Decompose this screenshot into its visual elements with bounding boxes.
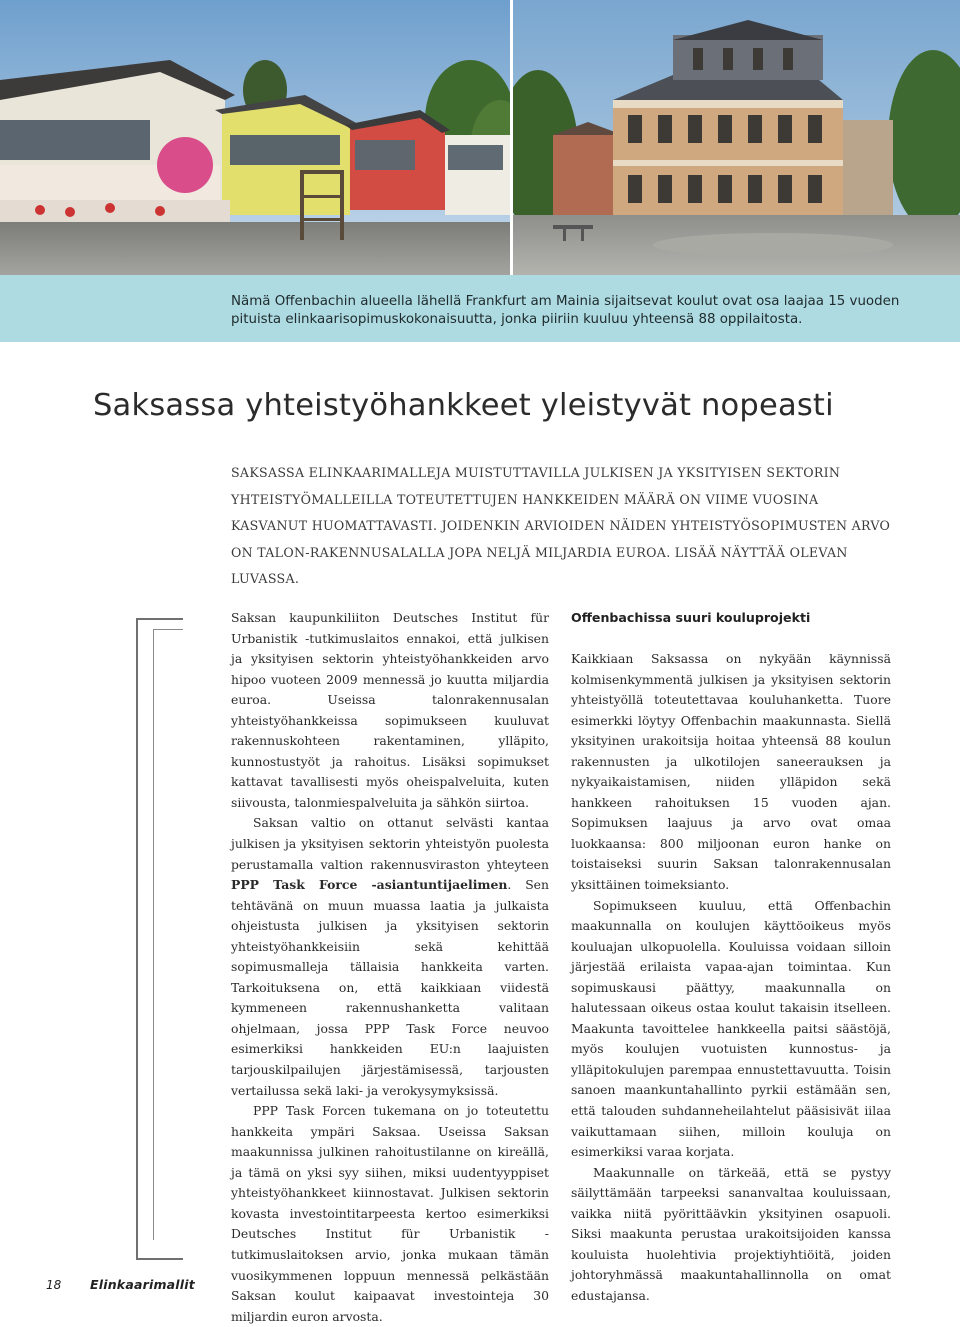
right-paragraph-2: Sopimukseen kuuluu, että Offenbachin maakunnalla on koulujen käyttöoikeus myös kouluajan ulkopuolella. Kouluissa voidaan silloin järjestää erilaista vapaa-ajan toimintaa. Kun sopimuskausi päättyy, maakunnalla on halutessaan oikeus ostaa koulut takaisin itselleen. Maakunta tavoittelee hankkeella paitsi säästöjä, myös koulujen vuotuisten kunnostus- ja ylläpitokulujen parempaa ennustettavuutta. Toisin sanoen maankuntahallinto pyrkii estämään sen, että talouden suhdanneheilahtelut pääsisivät iilaa vaikuttamaan siihen, milloin kouluja on esimerkiksi varaa korjata.	[571, 897, 891, 1160]
page-number: 18	[46, 1278, 62, 1292]
right-column	[571, 608, 891, 1307]
article-headline: Saksassa yhteistyöhankkeet yleistyvät nopeasti	[93, 388, 834, 423]
left-paragraph-1: Saksan kaupunkiliiton Deutsches Institut für Urbanistik -tutkimuslaitos ennakoi, että julkisen ja yksityisen sektorin yhteistyöhankkeiden arvo hipoo vuoteen 2009 mennessä jo kuutta miljardia euroa. Useissa talonrakennusalan yhteistyöhankkeissa sopimukseen kuuluvat rakennuskohteen rakentaminen, ylläpito, kunnostustyöt ja rahoitus. Lisäksi sopimukset kattavat tavallisesti myös oheispalveluita, kuten siivousta, talonmiespalveluita ja sähkön siirtoa.	[231, 610, 549, 810]
photo-caption: Nämä Offenbachin alueella lähellä Frankfurt am Mainia sijaitsevat koulut ovat osa laajaa 15 vuoden pituista elinkaarisopimuskokonaisuutta, jonka piiriin kuuluu yhteensä 88 oppilaitosta.	[231, 294, 900, 327]
left-paragraph-3: PPP Task Forcen tukemana on jo toteutettu hankkeita ympäri Saksaa. Useissa Saksan maakunnissa julkinen rahoitustilanne on kireällä, ja tämä on yksi syy siihen, miksi uudentyyppiset yhteistyöhankkeet kiinnostavat. Julkisen sektorin kovasta investointitarpeesta kertoo esimerkiksi Deutsches Institut für Urbanistik -tutkimuslaitoksen arvio, jonka mukaan tämän vuosikymmenen loppuun mennessä pelkästään Saksan koulut kaipaavat investointeja 30 miljardin euron arvosta.	[231, 1103, 549, 1324]
article-lead: SAKSASSA ELINKAARIMALLEJA MUISTUTTAVILLA JULKISEN JA YKSITYISEN SEKTORIN YHTEISTYÖMALLEILLA TOTEUTETTUJEN HANKKEIDEN MÄÄRÄ ON VIIME VUOSINA KASVANUT HUOMATTAVASTI. JOIDENKIN ARVIOIDEN NÄIDEN YHTEISTYÖSOPIMUSTEN ARVO ON TALON-RAKENNUSALALLA JOPA NELJÄ MILJARDIA EUROA. LISÄÄ NÄYTTÄÄ OLEVAN LUVASSA.	[231, 465, 891, 586]
publication-name: Elinkaarimallit	[90, 1277, 195, 1292]
ppp-task-force-emphasis: PPP Task Force -asiantuntijaelimen	[231, 877, 508, 893]
school-buildings-photo-right	[513, 0, 960, 275]
right-paragraph-3: Maakunnalle on tärkeää, että se pystyy säilyttämään tarpeeksi sananvaltaa kouluissaan, vaikka niitä pyörittäävkin yksityinen osapuoli. Siksi maakunta perustaa urakoitsijoiden kanssa kouluista huolehtivia projektiyhtiöitä, joiden johtoryhmässä maakuntahallinnolla on omat edustajansa.	[571, 1164, 891, 1303]
decorative-bracket-inner	[153, 629, 183, 1240]
left-column	[231, 608, 549, 1327]
photo-strip	[0, 0, 960, 275]
section-subheading: Offenbachissa suuri kouluprojekti	[571, 610, 811, 625]
right-paragraph-1: Kaikkiaan Saksassa on nykyään käynnissä kolmisenkymmentä julkisen ja yksityisen sektorin yhteistyöllä toteutettavaa kouluhanketta. Tuore esimerkki löytyy Offenbachin maakunnasta. Siellä yksityinen urakoitsija hoitaa yhteensä 88 koulun rakennusten ja ulkotilojen saneerauksen ja nykyaikaistamisen, niiden ylläpidon sekä hankkeen rahoituksen 15 vuoden ajan. Sopimuksen laajuus ja arvo ovat omaa luokkaansa: 800 miljoonan euron hanke on toistaiseksi suurin Saksan talonrakennusalan yksittäinen toimeksianto.	[571, 651, 891, 893]
left-paragraph-2-start: Saksan valtio on ottanut selvästi kantaa julkisen ja yksityisen sektorin yhteistyön puolesta perustamalla valtion rakennusviraston yhteyteen	[231, 815, 549, 872]
caption-band	[0, 275, 960, 342]
school-buildings-photo-left	[0, 0, 510, 275]
left-paragraph-2	[231, 813, 549, 1101]
left-paragraph-2-end: . Sen tehtävänä on muun muassa laatia ja julkaista ohjeistusta julkisen ja yksityisen sektorin yhteistyöhankkeisiin sekä kehittää sopimusmalleja tällaisia hankkeita varten. Tarkoituksena on, että kaikkiaan viidestä kymmeneen rakennushanketta valitaan ohjelmaan, jossa PPP Task Force neuvoo esimerkiksi hankkeiden EU:n laajuisten tarjouskilpailujen järjestämisessä, tarjousten vertailussa sekä laki- ja verokysymyksissä.	[231, 877, 549, 1098]
